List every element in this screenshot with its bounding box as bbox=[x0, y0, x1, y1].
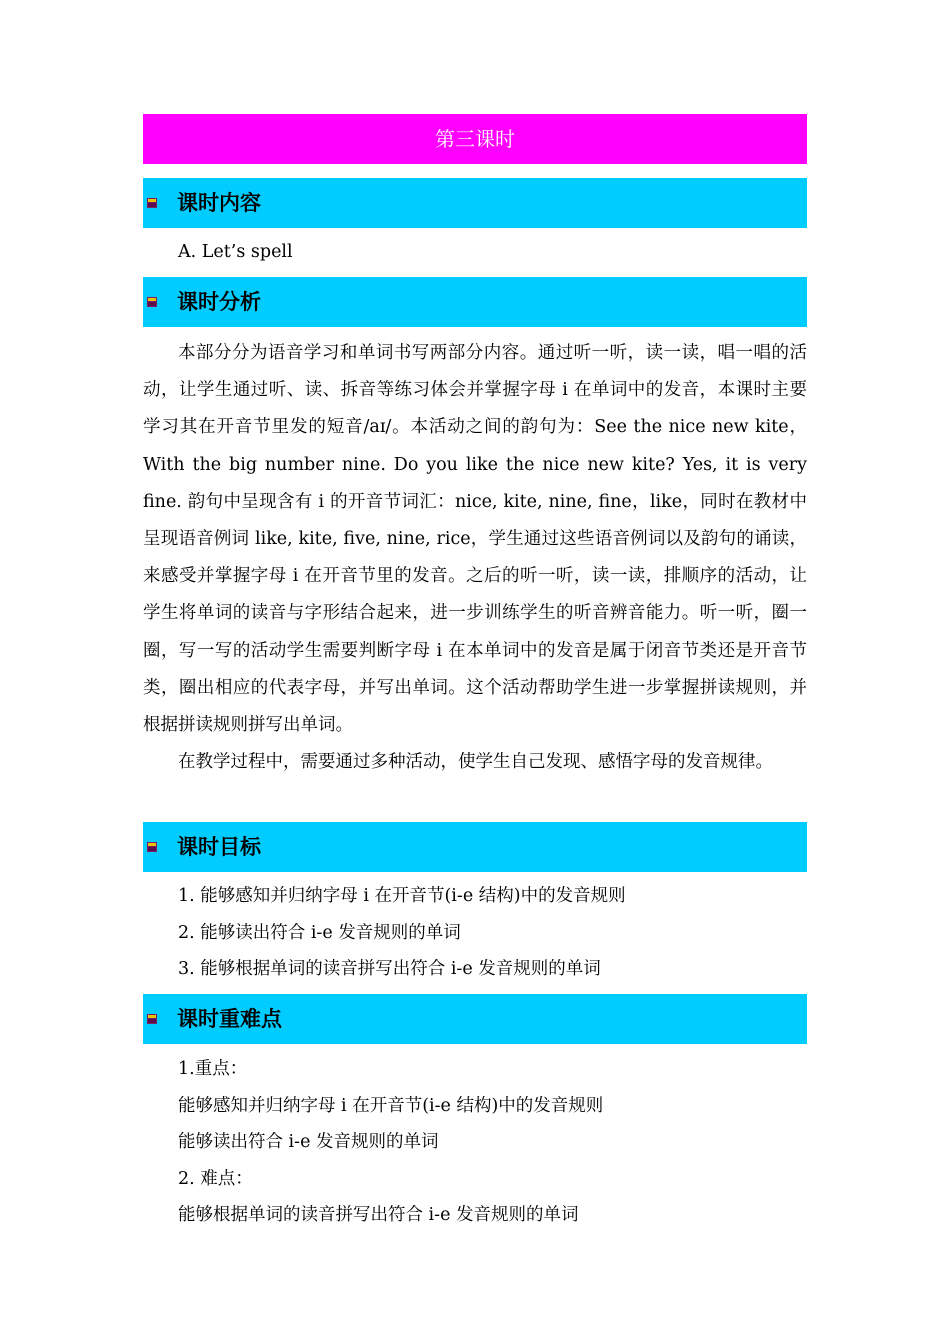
goal-item: 2. 能够读出符合 i-e 发音规则的单词 bbox=[178, 923, 461, 943]
difficulty-item: 能够根据单词的读音拼写出符合 i-e 发音规则的单词 bbox=[178, 1205, 579, 1225]
section-heading: 课时内容 bbox=[177, 191, 261, 215]
difficulty-label: 2. 难点： bbox=[178, 1169, 253, 1189]
book-bullet-icon bbox=[146, 197, 158, 209]
section-heading: 课时重难点 bbox=[177, 1007, 282, 1031]
key-point-item: 能够感知并归纳字母 i 在开音节(i-e 结构)中的发音规则 bbox=[178, 1096, 604, 1116]
lesson-content-text: A. Let’s spell bbox=[178, 242, 293, 262]
key-points-label: 1.重点： bbox=[178, 1059, 248, 1079]
book-bullet-icon bbox=[146, 841, 158, 853]
key-point-item: 能够读出符合 i-e 发音规则的单词 bbox=[178, 1132, 439, 1152]
section-heading: 课时分析 bbox=[177, 290, 261, 314]
section-header-lesson-analysis bbox=[143, 277, 807, 327]
section-header-key-difficult-points bbox=[143, 994, 807, 1044]
analysis-paragraph-1: 本部分分为语音学习和单词书写两部分内容。通过听一听，读一读，唱一唱的活动，让学生通过听、读、拆音等练习体会并掌握字母 i 在单词中的发音，本课时主要学习其在开音节里发的短音/aɪ/。本活动之间的韵句为：See the nice new kite，With the big number nine. Do you like the nice new kite? Yes, it is very fine. 韵句中呈现含有 i 的开音节词汇：nice, kite, nine, fine，like，同时在教材中呈现语音例词 like, kite, five, nine, rice，学生通过这些语音例词以及韵句的诵读，来感受并掌握字母 i 在开音节里的发音。之后的听一听，读一读，排顺序的活动，让学生将单词的读音与字形结合起来，进一步训练学生的听音辨音能力。听一听，圈一圈，写一写的活动学生需要判断字母 i 在本单词中的发音是属于闭音节类还是开音节类，圈出相应的代表字母，并写出单词。这个活动帮助学生进一步掌握拼读规则，并根据拼读规则拼写出单词。 bbox=[143, 343, 807, 736]
page-title: 第三课时 bbox=[143, 114, 807, 164]
book-bullet-icon bbox=[146, 1013, 158, 1025]
section-header-lesson-goals bbox=[143, 822, 807, 872]
goal-item: 3. 能够根据单词的读音拼写出符合 i-e 发音规则的单词 bbox=[178, 959, 601, 979]
goal-item: 1. 能够感知并归纳字母 i 在开音节(i-e 结构)中的发音规则 bbox=[178, 886, 626, 906]
analysis-paragraph-2: 在教学过程中，需要通过多种活动，使学生自己发现、感悟字母的发音规律。 bbox=[178, 752, 773, 772]
section-header-lesson-content bbox=[143, 178, 807, 228]
book-bullet-icon bbox=[146, 296, 158, 308]
section-heading: 课时目标 bbox=[177, 835, 261, 859]
